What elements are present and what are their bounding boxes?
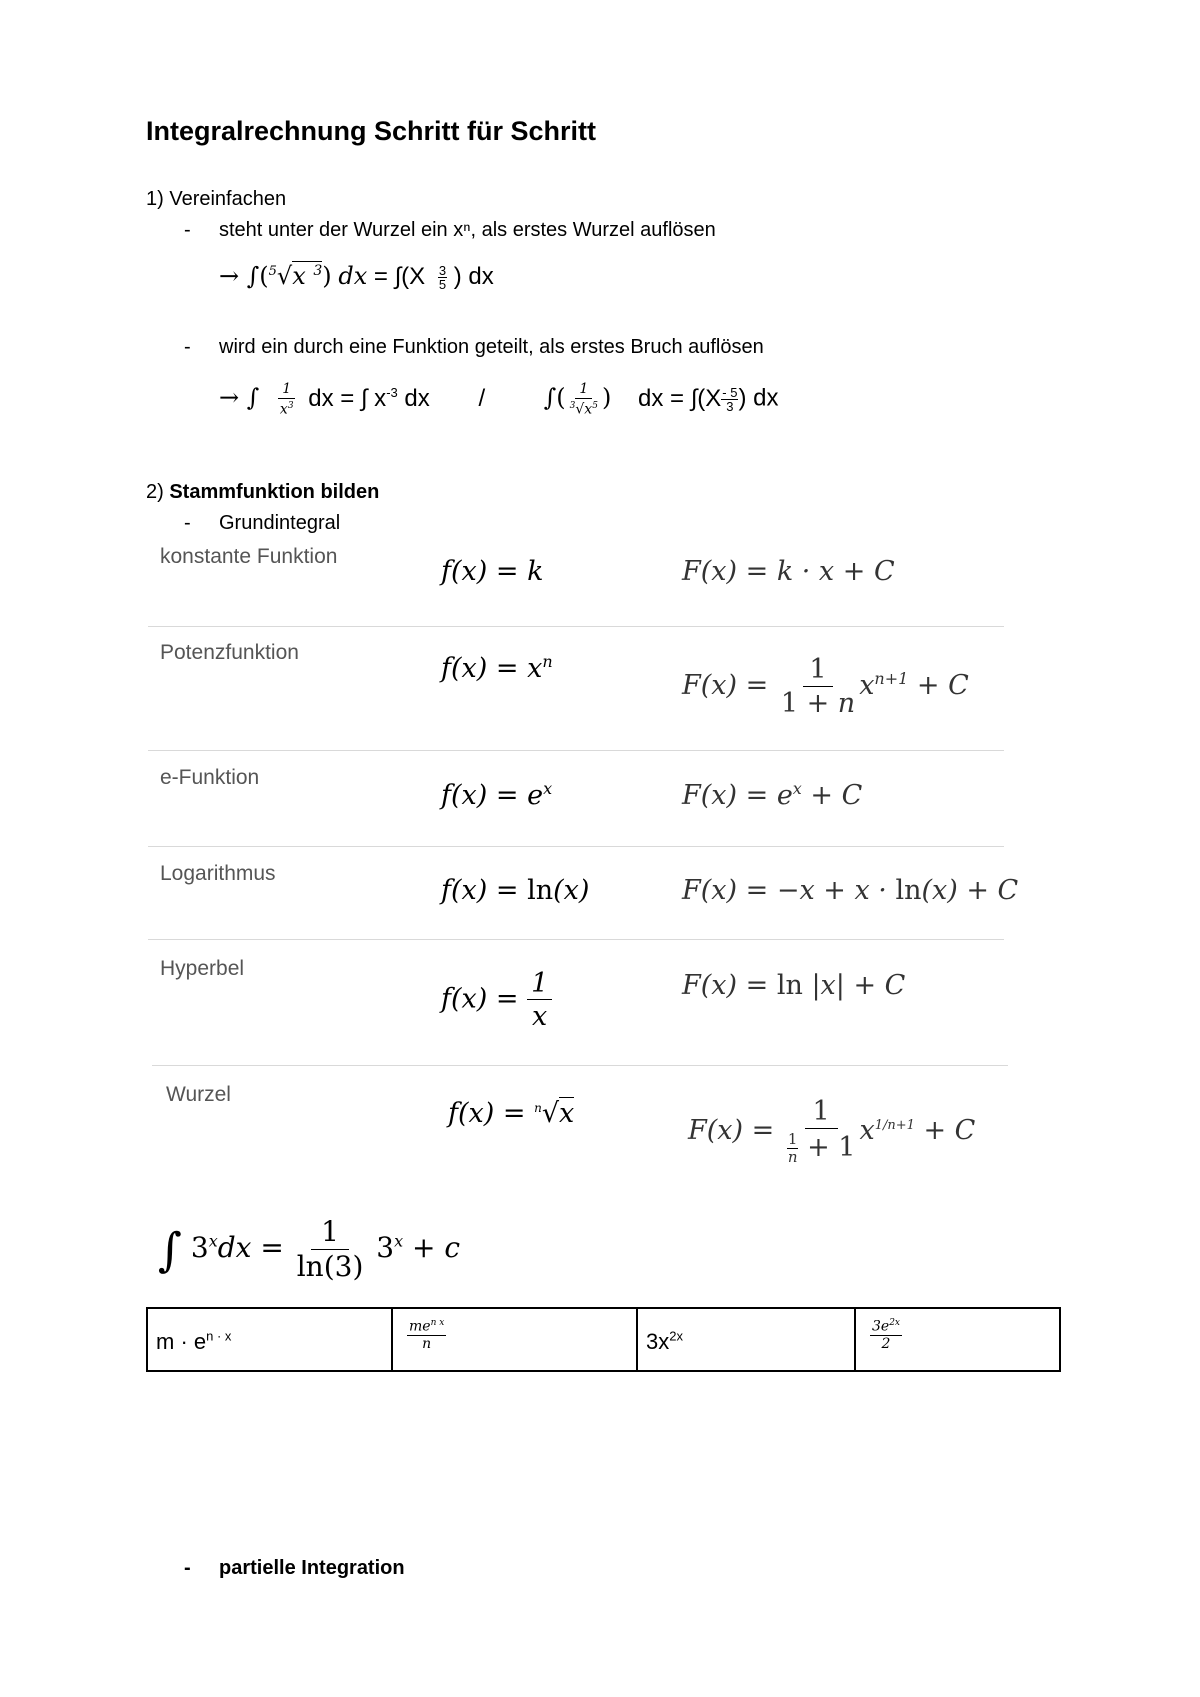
cell-m-e-base: m · e [156,1329,207,1355]
bullet-dash: - [184,1557,191,1579]
step1-bullet-root: steht unter der Wurzel ein xⁿ, als erstes Wurzel auflösen [219,219,716,241]
example-3x: ∫ $3^xdx$ = $\frac{1}{\ln(3)}$ $3^x + c$ [158,1215,461,1283]
f-potenz: $f(x) = x^n$ [441,652,553,684]
step2-number: 2) [146,481,170,503]
grundintegral-label: Grundintegral [219,512,341,534]
row-divider [148,939,1004,940]
partielle-integration: partielle Integration [219,1557,405,1579]
row-label-wurzel: Wurzel [166,1083,231,1106]
page-title: Integralrechnung Schritt für Schritt [146,116,597,146]
row-label-konstant: konstante Funktion [160,545,338,568]
f-wurzel: f(x) = $^n$√x [448,1098,575,1129]
cell-3x-exponent: 2x [669,1329,683,1344]
f-logarithmus: f(x) = ln(x) [441,875,590,906]
cell-m-e [147,1308,392,1371]
cell-3x [637,1308,855,1371]
F-potenz: F(x) = $\frac{1}{1 + n}$ $x^{n+1} + C$ [682,654,969,719]
row-divider [148,626,1004,627]
fraction-formula: → ∫ $\frac{1}{x^3}$ dx = ∫ $x^{-3}$ dx / ∫( $\frac{1}{^3√x^5}$ ) dx = ∫(X $\frac{- 5}{3}$ ) dx [219,381,779,418]
F-wurzel: F(x) = 1 $\frac{1}{n}$ + 1 $x^{1/n+1} + C$ [688,1096,976,1166]
cell-3e-over-2: $\frac{3e^{2x}}{2}$ [855,1308,1060,1371]
bullet-dash: - [184,512,191,534]
row-divider [148,846,1004,847]
step2-title: Stammfunktion bilden [169,481,380,503]
step1-heading: 1) Vereinfachen [146,188,287,210]
cell-m-e-over-n: $\frac{me^{n x}}{n}$ [392,1308,637,1371]
F-hyperbel: F(x) = ln |x| + C [682,970,906,1001]
F-konstant: F(x) = k · x + C [682,556,895,587]
f-efunktion: $f(x) = e^x$ [441,779,553,811]
row-label-potenz: Potenzfunktion [160,641,299,664]
bullet-dash: - [184,219,191,241]
f-konstant: f(x) = k [441,556,544,587]
cell-3x-base: 3x [646,1329,670,1355]
row-label-efunktion: e-Funktion [160,766,260,789]
bullet-dash: - [184,336,191,358]
row-divider [152,1065,1008,1066]
step2-heading [146,481,379,504]
f-hyperbel: f(x) = $\frac{1}{x}$ [441,970,552,1030]
row-label-logarithmus: Logarithmus [160,862,276,885]
F-logarithmus: F(x) = −x + x · ln(x) + C [682,875,1019,906]
cell-m-e-exponent: n · x [206,1329,232,1344]
F-efunktion: $F(x) = e^x + C$ [682,779,863,811]
e-function-table [146,1307,1061,1372]
step1-bullet-fraction: wird ein durch eine Funktion geteilt, als erstes Bruch auflösen [219,336,764,358]
root-formula: → ∫($^5$√x $^3$) dx = ∫(X $\frac{3}{5}$ ) dx [219,262,494,293]
row-label-hyperbel: Hyperbel [160,957,245,980]
row-divider [148,750,1004,751]
